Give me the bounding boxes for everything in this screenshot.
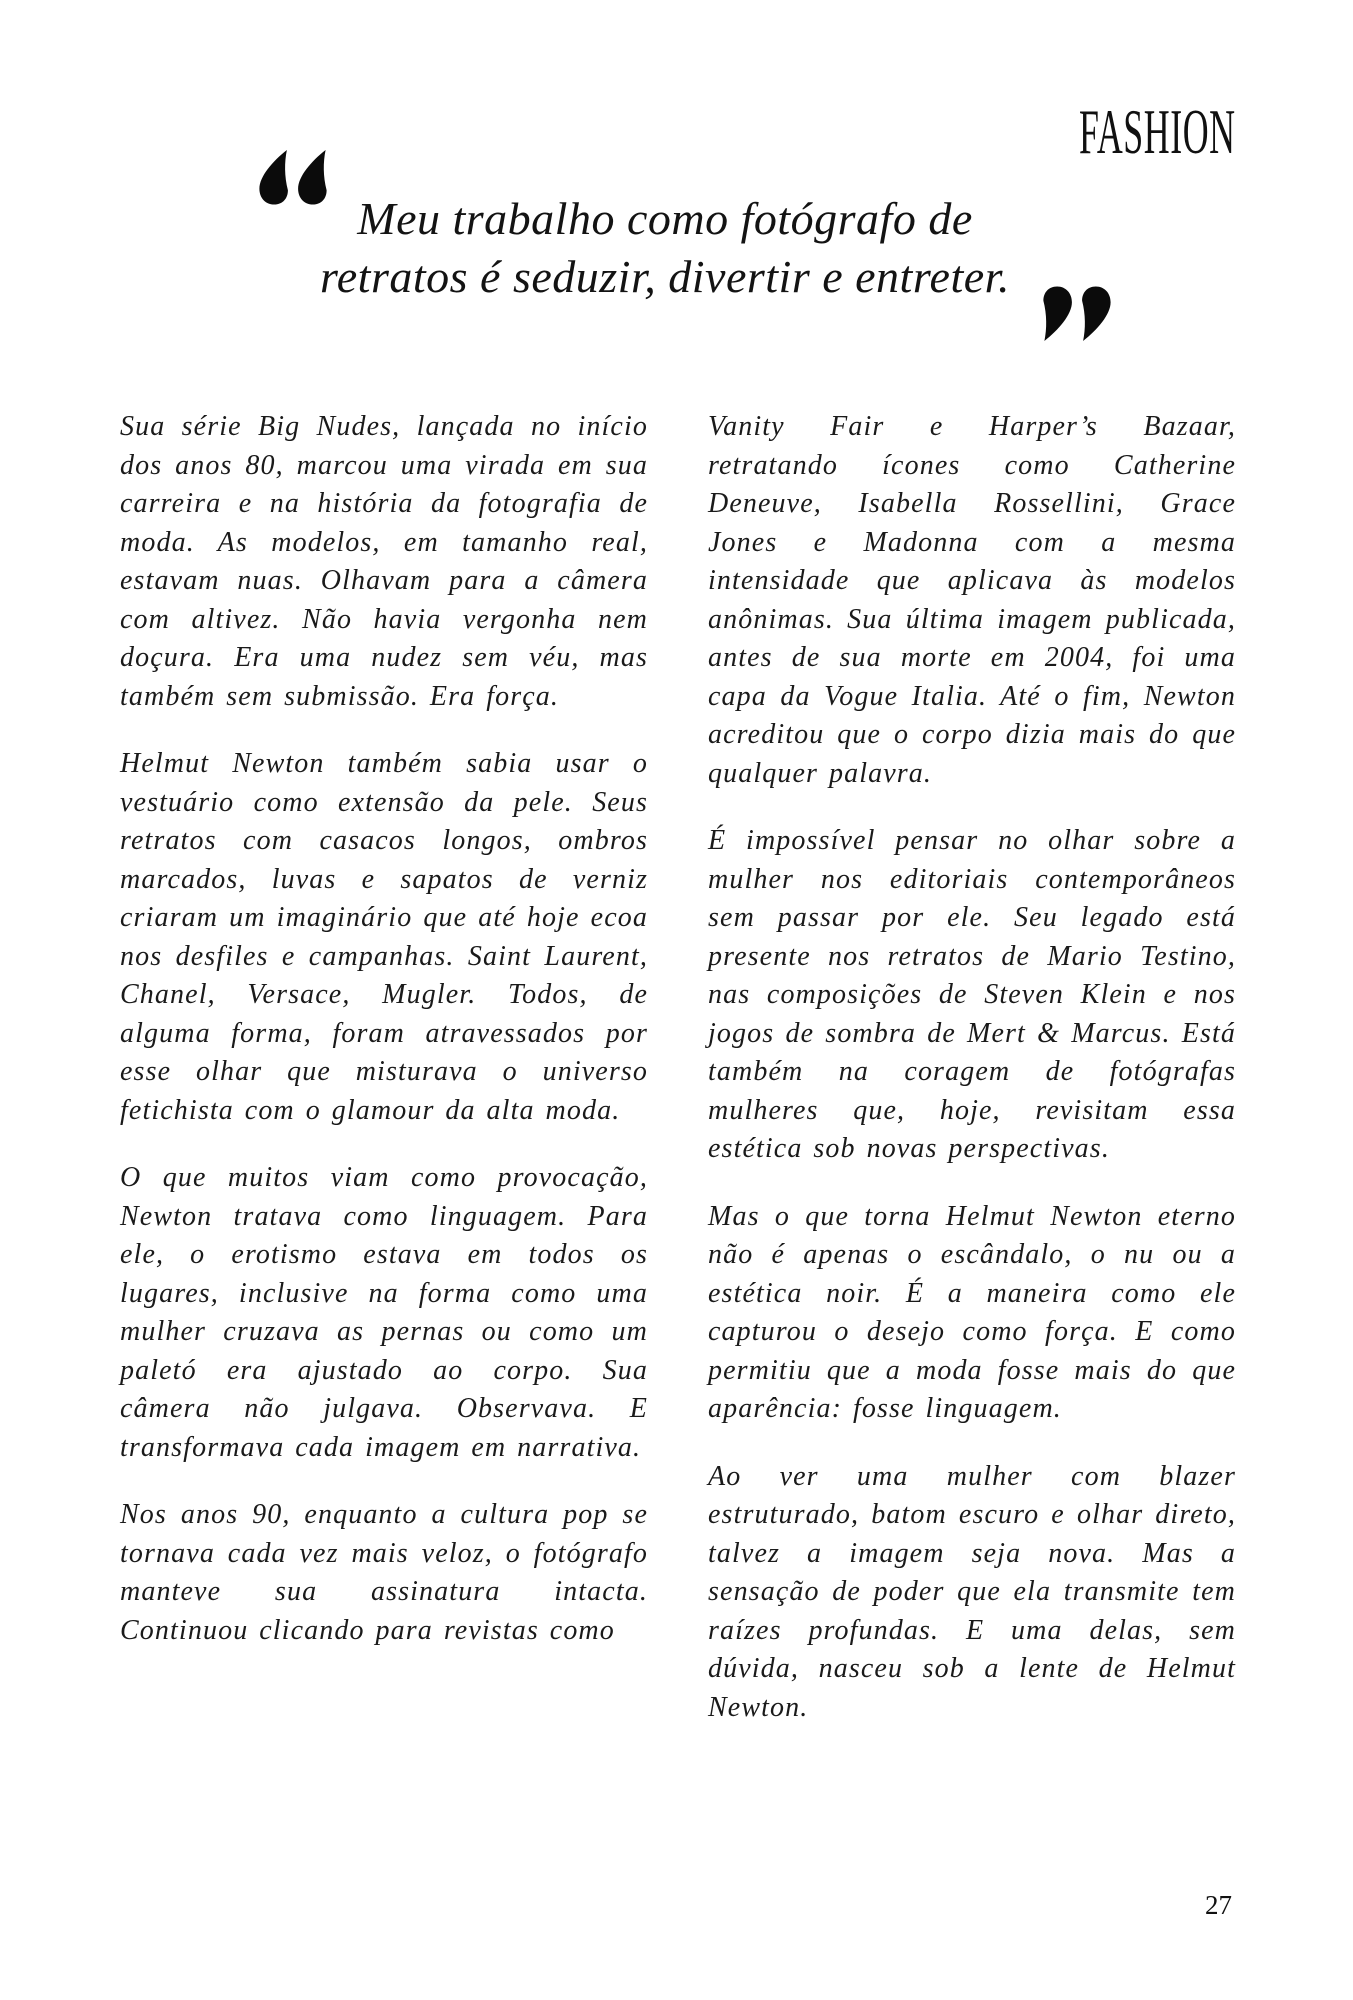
paragraph: Mas o que torna Helmut Newton eterno não é apenas o escândalo, o nu ou a estética noir. É a maneira como ele capturou o desejo como força. E como permitiu que a moda fosse mais do que aparência: fosse linguagem. [708,1200,1236,1424]
paragraph: O que muitos viam como provocação, Newton tratava como linguagem. Para ele, o erotismo estava em todos os lugares, inclusive na forma como uma mulher cruzava as pernas ou como um paletó era ajustado ao corpo. Sua câmera não julgava. Observava. E transformava cada imagem em narrativa. [120,1162,648,1463]
paragraph: Nos anos 90, enquanto a cultura pop se tornava cada vez mais veloz, o fotógrafo manteve sua assinatura intacta. Continuou clicando para revistas como [120,1499,648,1646]
pull-quote-line-1: Meu trabalho como fotógrafo de [357,193,973,244]
pull-quote [250,190,1080,306]
right-column [708,408,1236,1756]
closing-double-quote-icon [1040,286,1114,341]
paragraph: Sua série Big Nudes, lançada no início dos anos 80, marcou uma virada em sua carreira e na história da fotografia de moda. As modelos, em tamanho real, estavam nuas. Olhavam para a câmera com altivez. Não havia vergonha nem doçura. Era uma nudez sem véu, mas também sem submissão. Era força. [120,411,648,712]
pull-quote-line-2: retratos é seduzir, divertir e entreter. [320,251,1010,302]
paragraph: Ao ver uma mulher com blazer estruturado, batom escuro e olhar direto, talvez a imagem seja nova. Mas a sensação de poder que ela transmite tem raízes profundas. E uma delas, sem dúvida, nasceu sob a lente de Helmut Newton. [708,1460,1236,1723]
left-column [120,408,648,1756]
section-label: FASHION [1079,96,1236,167]
paragraph: Helmut Newton também sabia usar o vestuário como extensão da pele. Seus retratos com casacos longos, ombros marcados, luvas e sapatos de verniz criaram um imaginário que até hoje ecoa nos desfiles e campanhas. Saint Laurent, Chanel, Versace, Mugler. Todos, de alguma forma, foram atravessados por esse olhar que misturava o universo fetichista com o glamour da alta moda. [120,748,648,1126]
paragraph: É impossível pensar no olhar sobre a mulher nos editoriais contemporâneos sem passar por ele. Seu legado está presente nos retratos de Mario Testino, nas composições de Steven Klein e nos jogos de sombra de Mert & Marcus. Está também na coragem de fotógrafas mulheres que, hoje, revisitam essa estética sob novas perspectivas. [708,825,1236,1164]
page-number: 27 [1205,1890,1232,1920]
article-body [120,408,1236,1756]
paragraph: Vanity Fair e Harper’s Bazaar, retratando ícones como Catherine Deneuve, Isabella Rossellini, Grace Jones e Madonna com a mesma intensidade que aplicava às modelos anônimas. Sua última imagem publicada, antes de sua morte em 2004, foi uma capa da Vogue Italia. Até o fim, Newton acreditou que o corpo dizia mais do que qualquer palavra. [708,411,1236,789]
